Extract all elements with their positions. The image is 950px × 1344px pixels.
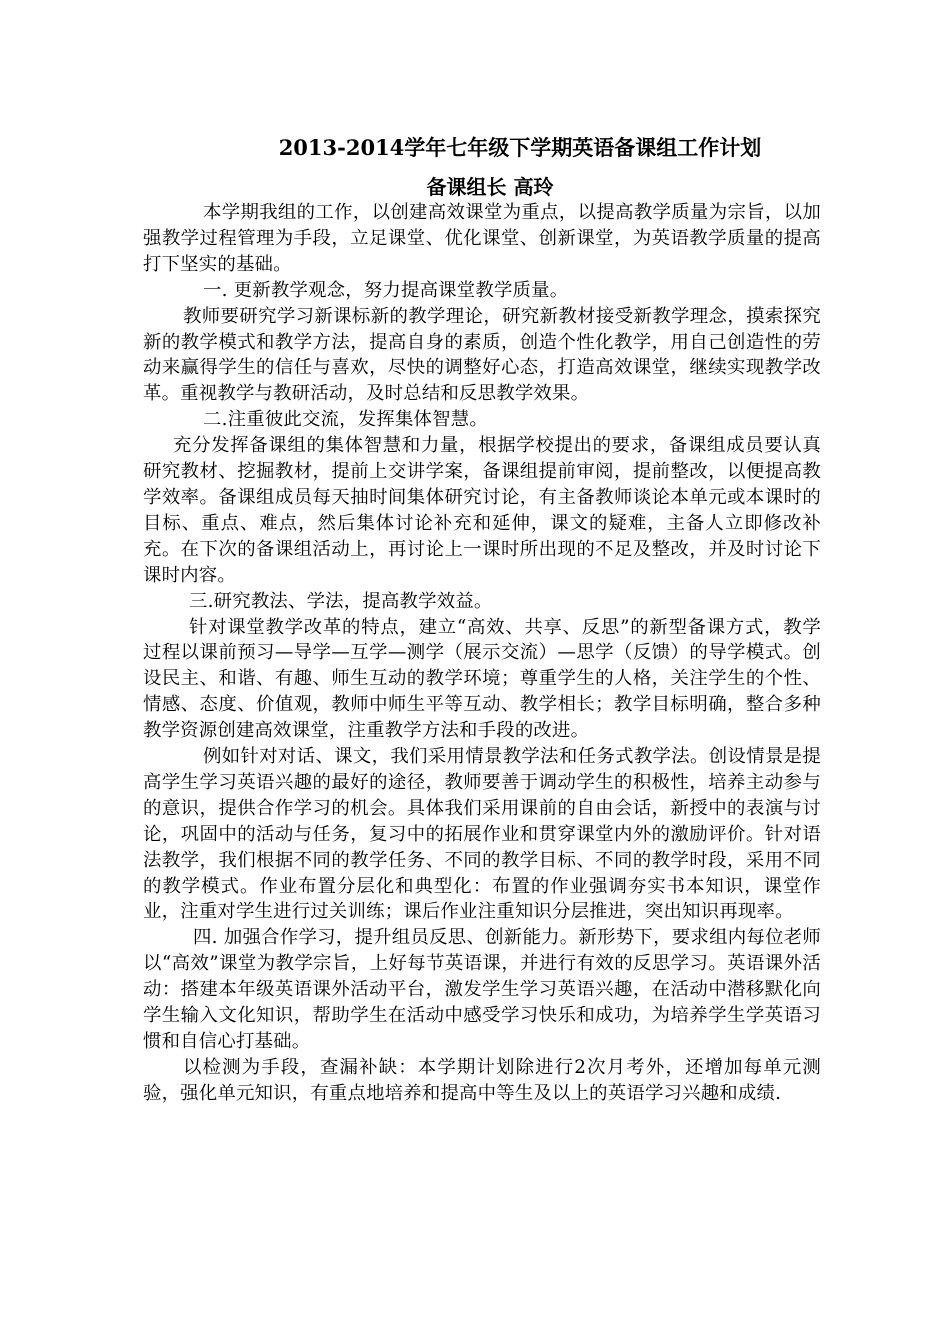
- section-heading-2: 二.注重彼此交流，发挥集体智慧。: [203, 409, 488, 431]
- author-line-text: 备课组长 高玲: [426, 175, 554, 199]
- paragraph-example: 例如针对对话、课文，我们采用情景教学法和任务式教学法。创设情景是提高学生学习英语兴趣的最好的途径，教师要善于调动学生的积极性，培养主动参与的意识，提供合作学习的机会。具体我们采用课前的自由会话，新授中的表演与讨论，巩固中的活动与任务，复习中的拓展作业和贯穿课堂内外的激励评价。针对语法教学，我们根据不同的教学任务、不同的教学目标、不同的教学时段，采用不同的教学模式。作业布置分层化和典型化：布置的作业强调夯实书本知识，课堂作业，注重对学生进行过关训练；课后作业注重知识分层推进，突出知识再现率。: [143, 746, 821, 923]
- paragraph-testing: 以检测为手段，查漏补缺：本学期计划除进行2次月考外，还增加每单元测验，强化单元知识，有重点地培养和提高中等生及以上的英语学习兴趣和成绩.: [143, 1056, 821, 1104]
- document-body: [143, 200, 821, 1107]
- author-line: [0, 172, 950, 202]
- section-heading-3: 三.研究教法、学法，提高教学效益。: [189, 590, 493, 612]
- paragraph-section-3: 针对课堂教学改革的特点，建立“高效、共享、反思”的新型备课方式，教学过程以课前预习—导学—互学—测学（展示交流）—思学（反馈）的导学模式。创设民主、和谐、有趣、师生互动的教学环境；尊重学生的人格，关注学生的个性、情感、态度、价值观，教师中师生平等互动、教学相长；教学目标明确，整合多种教学资源创建高效课堂，注重教学方法和手段的改进。: [143, 616, 821, 742]
- paragraph-section-2: 充分发挥备课组的集体智慧和力量，根据学校提出的要求，备课组成员要认真研究教材、挖掘教材，提前上交讲学案，备课组提前审阅，提前整改，以便提高教学效率。备课组成员每天抽时间集体研究讨论，有主备教师谈论本单元或本课时的目标、重点、难点，然后集体讨论补充和延伸，课文的疑难，主备人立即修改补充。在下次的备课组活动上，再讨论上一课时所出现的不足及整改，并及时讨论下课时内容。: [143, 435, 821, 586]
- paragraph-intro: 本学期我组的工作，以创建高效课堂为重点，以提高教学质量为宗旨，以加强教学过程管理为手段，立足课堂、优化课堂、创新课堂，为英语教学质量的提高打下坚实的基础。: [143, 202, 821, 275]
- paragraph-section-4: 四. 加强合作学习，提升组员反思、创新能力。新形势下，要求组内每位老师以“高效”课堂为教学宗旨，上好每节英语课，并进行有效的反思学习。英语课外活动：搭建本年级英语课外活动平台，激发学生学习英语兴趣，在活动中潜移默化向学生输入文化知识，帮助学生在活动中感受学习快乐和成功，为培养学生学英语习惯和自信心打基础。: [143, 927, 821, 1052]
- paragraph-section-1: 教师要研究学习新课标新的教学理论，研究新教材接受新教学理念，摸索探究新的教学模式和教学方法，提高自身的素质，创造个性化教学，用自己创造性的劳动来赢得学生的信任与喜欢，尽快的调整好心态，打造高效课堂，继续实现教学改革。重视教学与教研活动，及时总结和反思教学效果。: [143, 305, 821, 405]
- document-title: 2013-2014学年七年级下学期英语备课组工作计划: [278, 135, 762, 160]
- section-heading-1: 一. 更新教学观念，努力提高课堂教学质量。: [203, 279, 569, 301]
